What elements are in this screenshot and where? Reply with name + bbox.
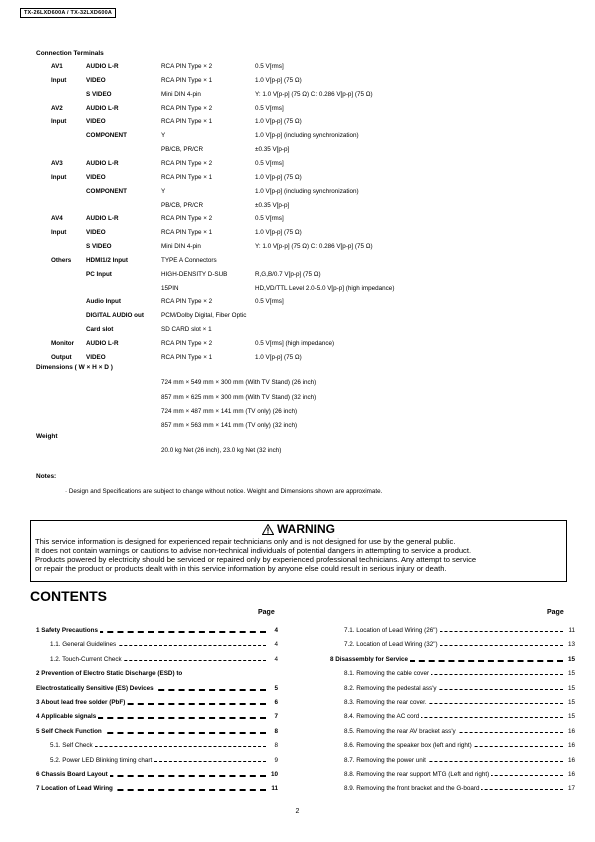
spec-row: [0, 160, 595, 173]
spec-type: RCA PIN Type × 1: [161, 76, 213, 84]
spec-name: PC Input: [86, 270, 112, 278]
spec-name: AUDIO L-R: [86, 63, 119, 70]
warning-line: or repair the product or products dealt with in this service information by anyone else could result in serious injury or death.: [35, 563, 447, 573]
spec-row: [0, 174, 595, 187]
spec-type: RCA PIN Type × 2: [161, 340, 213, 347]
spec-row: [0, 312, 595, 325]
spec-value: 1.0 V[p-p] (including synchronization): [255, 187, 359, 195]
toc-entry[interactable]: [36, 728, 278, 742]
toc-entry[interactable]: [50, 656, 278, 670]
spec-name: VIDEO: [86, 118, 106, 126]
spec-group: AV4: [51, 215, 63, 223]
spec-type: HIGH-DENSITY D-SUB: [161, 270, 228, 278]
toc-entry-title: 6 Chassis Board Layout: [36, 771, 108, 778]
spec-type: SD CARD slot × 1: [161, 326, 212, 334]
toc-entry-title: 8.2. Removing the pedestal ass'y: [344, 684, 437, 692]
spec-name: VIDEO: [86, 229, 106, 237]
toc-entry[interactable]: [344, 728, 575, 742]
toc-entry-page: 15: [567, 713, 575, 721]
toc-entry-page: 15: [567, 670, 575, 678]
spec-type: RCA PIN Type × 2: [161, 63, 213, 70]
dimension-line: 857 mm × 563 mm × 141 mm (TV only) (32 inch): [161, 422, 298, 429]
spec-name: AUDIO L-R: [86, 215, 119, 223]
toc-entry-title: 8.5. Removing the rear AV bracket ass'y: [344, 727, 456, 735]
toc-entry[interactable]: [344, 685, 575, 699]
toc-entry[interactable]: [344, 757, 575, 771]
spec-type: RCA PIN Type × 2: [161, 298, 213, 306]
toc-entry-page: 9: [274, 756, 278, 764]
spec-type: PB/CB, PR/CR: [161, 146, 203, 154]
spec-row: [0, 132, 595, 145]
toc-entry-page: 7: [274, 713, 278, 721]
toc-entry[interactable]: [50, 757, 278, 771]
spec-value: ±0.35 V[p-p]: [255, 146, 290, 154]
spec-name: AUDIO L-R: [86, 104, 119, 112]
spec-row: [0, 271, 595, 284]
spec-row: [0, 257, 595, 270]
toc-entry-page: 4: [274, 655, 278, 663]
toc-entry-title: 2 Prevention of Electro Static Discharge (ESD) to: [36, 670, 183, 678]
spec-type: PB/CB, PR/CR: [161, 201, 203, 209]
spec-type: Y: [161, 132, 166, 140]
spec-type: RCA PIN Type × 1: [161, 173, 213, 181]
toc-entry-page: 17: [567, 785, 575, 793]
spec-value: 0.5 V[rms]: [255, 215, 284, 223]
spec-value: 1.0 V[p-p] (75 Ω): [255, 229, 302, 237]
spec-name: Card slot: [86, 326, 114, 334]
spec-row: [0, 118, 595, 131]
toc-entry[interactable]: [50, 641, 278, 655]
spec-value: 1.0 V[p-p] (75 Ω): [255, 118, 302, 126]
toc-entry-title: 8 Disassembly for Service: [330, 655, 409, 663]
spec-row: [0, 146, 595, 159]
toc-entry-title: 7.1. Location of Lead Wiring (26"): [344, 627, 438, 634]
toc-entry[interactable]: [36, 627, 278, 641]
spec-name: VIDEO: [86, 173, 106, 181]
spec-row: [0, 105, 595, 118]
spec-group: AV1: [51, 63, 63, 70]
spec-row: [0, 77, 595, 90]
warning-box: [30, 520, 567, 582]
toc-entry-title: 8.6. Removing the speaker box (left and right): [344, 742, 472, 750]
spec-value: ±0.35 V[p-p]: [255, 201, 290, 209]
warning-body: [35, 538, 562, 574]
toc-entry[interactable]: [36, 771, 278, 785]
spec-group: Input: [51, 76, 67, 84]
spec-row: [0, 188, 595, 201]
toc-entry[interactable]: [36, 699, 278, 713]
spec-type: PCM/Dolby Digital, Fiber Optic: [161, 312, 247, 320]
spec-name: AUDIO L-R: [86, 340, 119, 347]
spec-row: [0, 298, 595, 311]
connection-terminals-title: Connection Terminals: [36, 50, 104, 57]
spec-type: 15PIN: [161, 284, 179, 292]
spec-group: Input: [51, 173, 67, 181]
dimension-line: 724 mm × 487 mm × 141 mm (TV only) (26 inch): [161, 408, 298, 415]
toc-entry-title: 1.1. General Guidelines: [50, 641, 117, 649]
dimension-line: 857 mm × 625 mm × 300 mm (With TV Stand) (32 inch): [161, 394, 317, 401]
spec-type: Mini DIN 4-pin: [161, 243, 201, 251]
toc-entry-page: 4: [274, 627, 278, 634]
toc-entry-page: 16: [567, 742, 575, 750]
toc-entry-title: 5.2. Power LED Blinking timing chart: [50, 756, 153, 764]
toc-entry-title: 7 Location of Lead Wiring: [36, 785, 113, 793]
spec-row: [0, 326, 595, 339]
spec-name: VIDEO: [86, 76, 106, 84]
spec-name: VIDEO: [86, 353, 106, 361]
toc-entry-title: 1 Safety Precautions: [36, 627, 98, 634]
toc-entry-page: 11: [568, 627, 575, 634]
spec-row: [0, 285, 595, 298]
toc-entry[interactable]: [344, 627, 575, 641]
spec-row: [0, 340, 595, 353]
toc-entry-page: 6: [274, 699, 278, 706]
toc-entry-page: 8: [274, 727, 278, 735]
page-column-label-right: Page: [547, 609, 564, 616]
spec-value: HD,VD/TTL Level 2.0-5.0 V[p-p] (high impedance): [255, 284, 395, 292]
toc-entry-title: 7.2. Location of Lead Wiring (32"): [344, 641, 438, 649]
toc-entry-page: 16: [567, 727, 575, 735]
spec-name: S VIDEO: [86, 90, 112, 98]
spec-group: Monitor: [51, 340, 75, 347]
toc-entry-page: 5: [274, 684, 278, 692]
spec-value: Y: 1.0 V[p-p] (75 Ω) C: 0.286 V[p-p] (75 Ω): [255, 243, 373, 251]
toc-entry-title: 8.4. Removing the AC cord: [344, 713, 420, 721]
toc-entry[interactable]: [344, 713, 575, 727]
toc-entry-page: 16: [567, 771, 575, 778]
spec-group: AV3: [51, 159, 63, 167]
spec-group: Output: [51, 353, 72, 361]
spec-name: AUDIO L-R: [86, 159, 119, 167]
spec-name: COMPONENT: [86, 132, 127, 140]
warning-triangle-icon: [262, 524, 274, 535]
spec-value: 1.0 V[p-p] (including synchronization): [255, 132, 359, 140]
warning-line: Products powered by electricity should be serviced or repaired only by experienced professional technicians. Any attempt to service: [35, 554, 477, 564]
toc-entry[interactable]: [344, 670, 575, 684]
spec-group: Input: [51, 229, 67, 237]
toc-entry-title: 8.8. Removing the rear support MTG (Left and right): [344, 771, 490, 778]
spec-type: RCA PIN Type × 1: [161, 353, 213, 361]
warning-line: This service information is designed for experienced repair technicians only and is not designed for use by the general public.: [35, 537, 456, 546]
spec-value: 0.5 V[rms]: [255, 298, 284, 306]
spec-value: 1.0 V[p-p] (75 Ω): [255, 353, 302, 361]
spec-type: RCA PIN Type × 1: [161, 229, 213, 237]
toc-entry-title: 4 Applicable signals: [36, 713, 97, 721]
spec-value: 1.0 V[p-p] (75 Ω): [255, 76, 302, 84]
toc-entry-title: 8.3. Removing the rear cover.: [344, 699, 427, 706]
spec-value: 0.5 V[rms]: [255, 104, 284, 112]
spec-name: DIGITAL AUDIO out: [86, 312, 144, 320]
toc-entry-page: 10: [270, 771, 278, 778]
weight-value: 20.0 kg Net (26 inch), 23.0 kg Net (32 inch): [161, 447, 282, 454]
page-column-label-left: Page: [258, 609, 275, 616]
spec-group: Others: [51, 256, 72, 264]
toc-entry-title: 5.1. Self Check: [50, 742, 93, 750]
toc-entry-title: 3 About lead free solder (PbF): [36, 699, 126, 706]
toc-entry-page: 16: [567, 756, 575, 764]
toc-entry-page: 13: [567, 641, 575, 649]
notes-title: Notes:: [36, 473, 57, 480]
spec-value: 0.5 V[rms]: [255, 63, 284, 70]
weight-title: Weight: [36, 433, 58, 440]
spec-type: RCA PIN Type × 2: [161, 215, 213, 223]
spec-row: [0, 215, 595, 228]
toc-entry-title: 5 Self Check Function: [36, 727, 102, 735]
spec-name: HDMI1/2 Input: [86, 256, 128, 264]
toc-entry-title: Electrostatically Sensitive (ES) Devices: [36, 684, 154, 692]
toc-entry[interactable]: [36, 785, 278, 799]
warning-title: WARNING: [277, 522, 335, 536]
dimensions-title: Dimensions ( W × H × D ): [36, 364, 113, 371]
toc-entry[interactable]: [50, 742, 278, 756]
toc-entry-page: 15: [567, 699, 575, 706]
toc-entry-title: 8.1. Removing the cable cover: [344, 670, 430, 678]
spec-name: S VIDEO: [86, 243, 112, 251]
toc-entry-page: 4: [274, 641, 278, 649]
spec-type: TYPE A Connectors: [161, 256, 217, 264]
toc-entry-page: 15: [567, 684, 575, 692]
toc-entry[interactable]: [330, 656, 575, 670]
toc-entry[interactable]: [344, 699, 575, 713]
toc-entry[interactable]: [36, 685, 278, 699]
page-number: 2: [295, 808, 300, 815]
model-label: TX-26LXD600A / TX-32LXD600A: [20, 8, 116, 18]
spec-row: [0, 202, 595, 215]
spec-type: RCA PIN Type × 1: [161, 118, 213, 126]
spec-row: [0, 243, 595, 256]
notes-text: · Design and Specifications are subject to change without notice. Weight and Dimensions shown are approximate.: [65, 488, 383, 495]
toc-entry[interactable]: [36, 713, 278, 727]
toc-entry-page: 15: [567, 655, 575, 663]
toc-entry[interactable]: [344, 641, 575, 655]
toc-entry[interactable]: [344, 742, 575, 756]
warning-line: It does not contain warnings or cautions to advise non-technical individuals of potential dangers in attempting to service a product.: [35, 545, 472, 555]
contents-title: CONTENTS: [30, 588, 107, 604]
spec-type: Mini DIN 4-pin: [161, 90, 201, 98]
spec-type: RCA PIN Type × 2: [161, 159, 213, 167]
warning-heading: [31, 522, 566, 536]
spec-row: [0, 229, 595, 242]
spec-value: 0.5 V[rms]: [255, 159, 284, 167]
toc-entry-title: 8.9. Removing the front bracket and the G-board: [344, 785, 480, 793]
toc-entry-page: 8: [274, 742, 278, 750]
spec-value: R,G,B/0.7 V[p-p] (75 Ω): [255, 270, 321, 278]
toc-entry-title: 8.7. Removing the power unit: [344, 756, 426, 764]
spec-row: [0, 63, 595, 76]
toc-entry[interactable]: [36, 670, 278, 684]
spec-type: RCA PIN Type × 2: [161, 104, 213, 112]
spec-group: Input: [51, 118, 67, 126]
spec-name: COMPONENT: [86, 187, 127, 195]
spec-value: 0.5 V[rms] (high impedance): [255, 340, 335, 347]
spec-value: 1.0 V[p-p] (75 Ω): [255, 173, 302, 181]
toc-entry-title: 1.2. Touch-Current Check: [50, 655, 122, 663]
spec-value: Y: 1.0 V[p-p] (75 Ω) C: 0.286 V[p-p] (75 Ω): [255, 90, 373, 98]
spec-row: [0, 91, 595, 104]
spec-group: AV2: [51, 104, 63, 112]
toc-entry[interactable]: [344, 785, 575, 799]
toc-entry-page: 11: [271, 785, 278, 793]
dimension-line: 724 mm × 549 mm × 300 mm (With TV Stand) (26 inch): [161, 379, 317, 386]
toc-entry[interactable]: [344, 771, 575, 785]
spec-name: Audio Input: [86, 298, 121, 306]
spec-type: Y: [161, 187, 166, 195]
